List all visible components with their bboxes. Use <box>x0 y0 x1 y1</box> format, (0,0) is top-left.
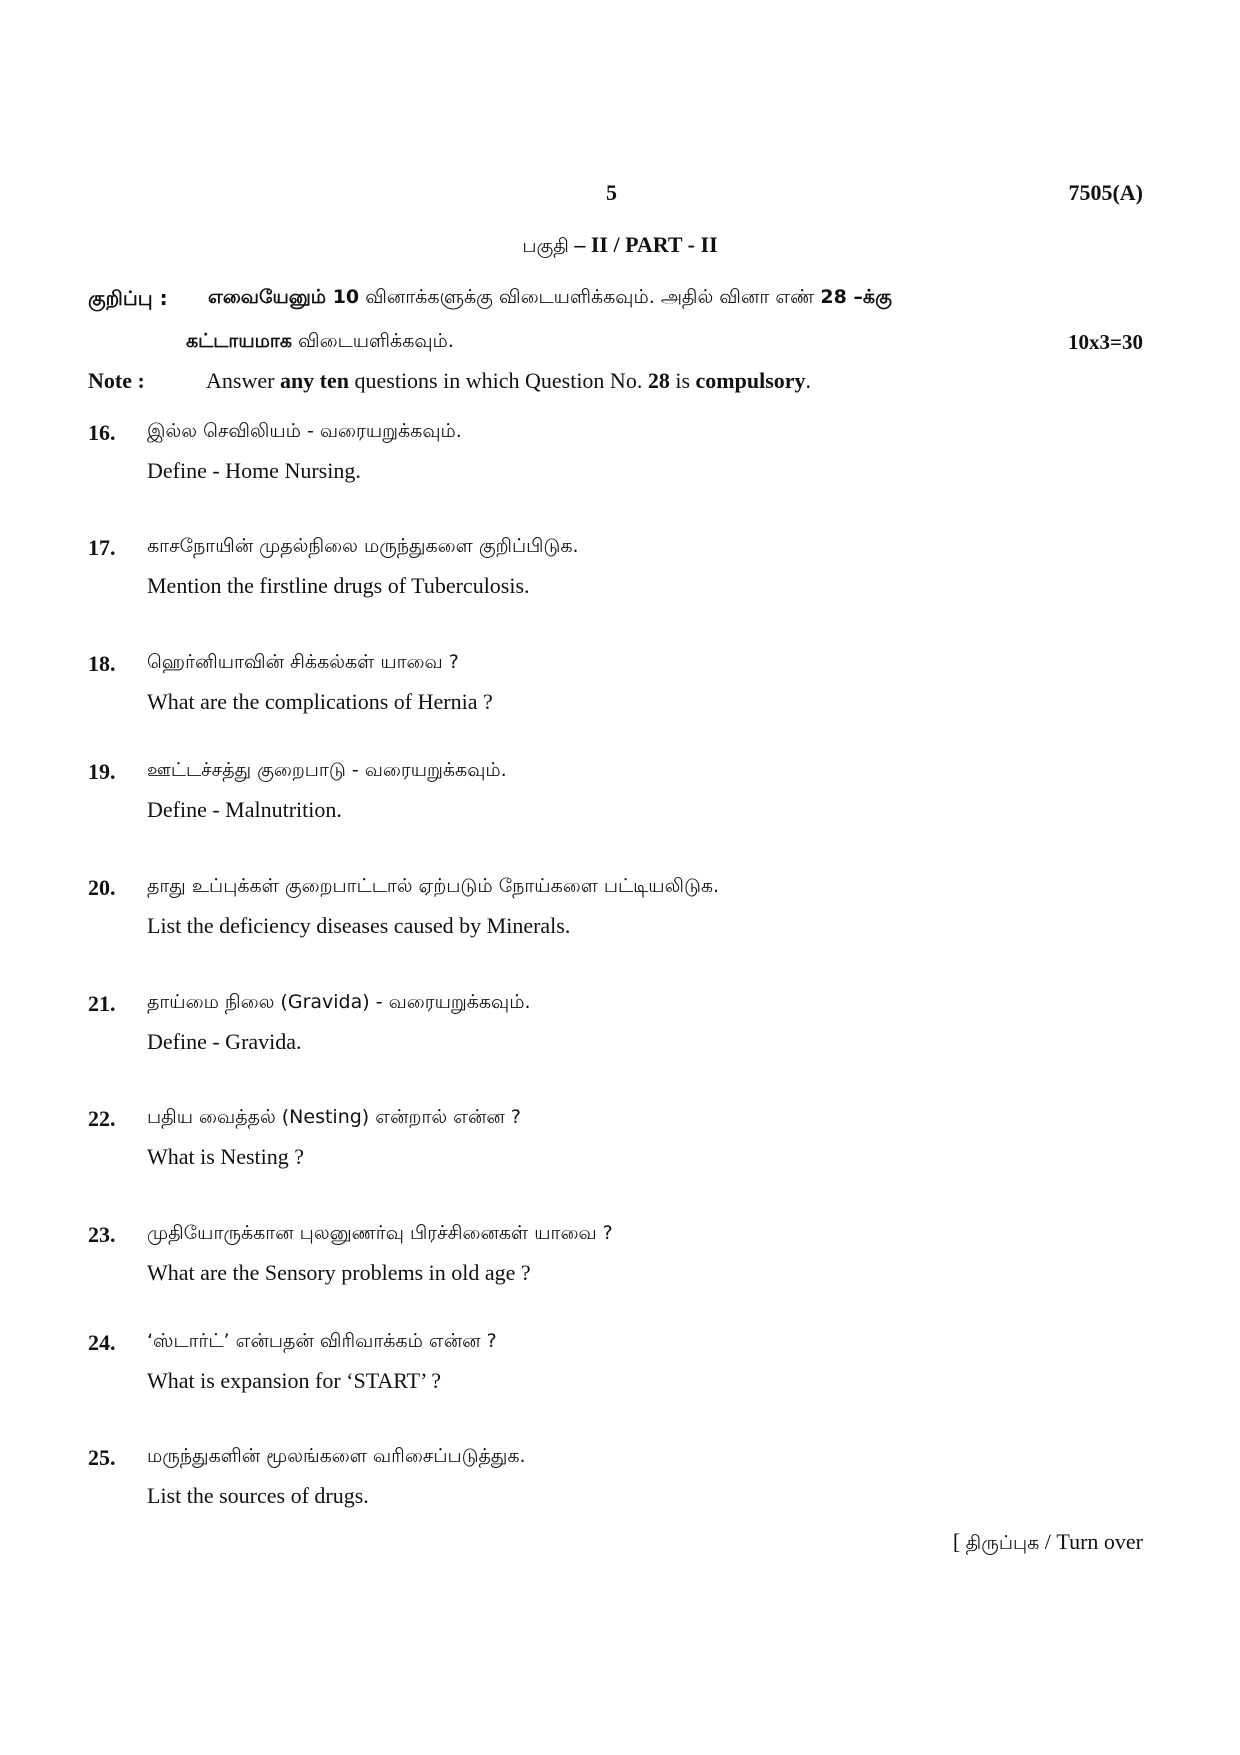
question-number: 17. <box>88 535 116 560</box>
note-english-any-ten: any ten <box>279 368 349 393</box>
note-english <box>206 368 811 394</box>
question-tamil: காசநோயின் முதல்நிலை மருந்துகளை குறிப்பிடுக. <box>147 535 579 557</box>
footer-tamil: திருப்புக <box>965 1532 1040 1554</box>
note-tamil-text1: வினாக்களுக்கு விடையளிக்கவும். அதில் வினா எண் <box>359 286 821 308</box>
paper-code: 7505(A) <box>1068 180 1143 205</box>
question-number: 18. <box>88 651 116 676</box>
question-number: 20. <box>88 875 116 900</box>
note-english-q28: 28 <box>647 368 670 393</box>
question-tamil: இல்ல செவிலியம் - வரையறுக்கவும். <box>147 420 462 442</box>
question-english: Mention the firstline drugs of Tuberculosis. <box>147 573 530 598</box>
question-tamil: ‘ஸ்டார்ட்’ என்பதன் விரிவாக்கம் என்ன ? <box>147 1330 497 1352</box>
part-heading-sep: – <box>568 232 591 257</box>
question-number: 16. <box>88 420 116 445</box>
part-heading-roman: II <box>590 232 608 257</box>
question-english: What is Nesting ? <box>147 1144 305 1169</box>
question-number: 25. <box>88 1445 116 1470</box>
part-heading-english: PART - II <box>625 232 718 257</box>
question-english: List the deficiency diseases caused by Minerals. <box>147 913 571 938</box>
marks-total: 10x3=30 <box>1068 330 1143 354</box>
question-tamil: தாய்மை நிலை (Gravida) - வரையறுக்கவும். <box>147 991 531 1013</box>
question-tamil: முதியோருக்கான புலனுணர்வு பிரச்சினைகள் யாவை ? <box>147 1222 613 1244</box>
page-number: 5 <box>606 180 617 205</box>
note-tamil-line2 <box>186 330 454 355</box>
question-english: Define - Gravida. <box>147 1029 302 1054</box>
part-heading <box>0 232 1240 260</box>
note-tamil-line1 <box>208 286 1138 311</box>
part-heading-slash: / <box>607 232 626 257</box>
question-english: Define - Home Nursing. <box>147 458 361 483</box>
note-tamil-q28: 28 –க்கு <box>820 286 892 308</box>
question-english: Define - Malnutrition. <box>147 797 342 822</box>
footer-slash: / <box>1039 1529 1057 1554</box>
question-number: 23. <box>88 1222 116 1247</box>
note-english-pre: Answer <box>206 368 280 393</box>
turn-over-footer <box>953 1529 1143 1557</box>
footer-english: Turn over <box>1056 1529 1143 1554</box>
question-english: What is expansion for ‘START’ ? <box>147 1368 442 1393</box>
note-english-compulsory: compulsory <box>695 368 806 393</box>
question-tamil: ஊட்டச்சத்து குறைபாடு - வரையறுக்கவும். <box>147 759 507 781</box>
question-english: What are the complications of Hernia ? <box>147 689 493 714</box>
question-number: 22. <box>88 1106 116 1131</box>
note-label-english: Note : <box>88 368 145 393</box>
note-tamil-any10: எவையேனும் 10 <box>208 286 360 308</box>
question-tamil: தாது உப்புக்கள் குறைபாட்டால் ஏற்படும் நோய்களை பட்டியலிடுக. <box>147 875 720 897</box>
question-number: 21. <box>88 991 116 1016</box>
question-number: 19. <box>88 759 116 784</box>
question-english: What are the Sensory problems in old age ? <box>147 1260 531 1285</box>
question-tamil: மருந்துகளின் மூலங்களை வரிசைப்படுத்துக. <box>147 1445 526 1467</box>
note-english-end: . <box>805 368 812 393</box>
note-tamil-text2: விடையளிக்கவும். <box>291 330 454 352</box>
question-number: 24. <box>88 1330 116 1355</box>
question-tamil: பதிய வைத்தல் (Nesting) என்றால் என்ன ? <box>147 1106 521 1128</box>
note-label-tamil: குறிப்பு : <box>88 286 168 310</box>
question-tamil: ஹெர்னியாவின் சிக்கல்கள் யாவை ? <box>147 651 459 673</box>
note-english-is: is <box>669 368 696 393</box>
part-heading-tamil: பகுதி <box>522 235 569 257</box>
note-tamil-compulsory: கட்டாயமாக <box>186 330 292 352</box>
question-english: List the sources of drugs. <box>147 1483 369 1508</box>
footer-bracket: [ <box>952 1529 966 1554</box>
note-english-mid: questions in which Question No. <box>349 368 648 393</box>
